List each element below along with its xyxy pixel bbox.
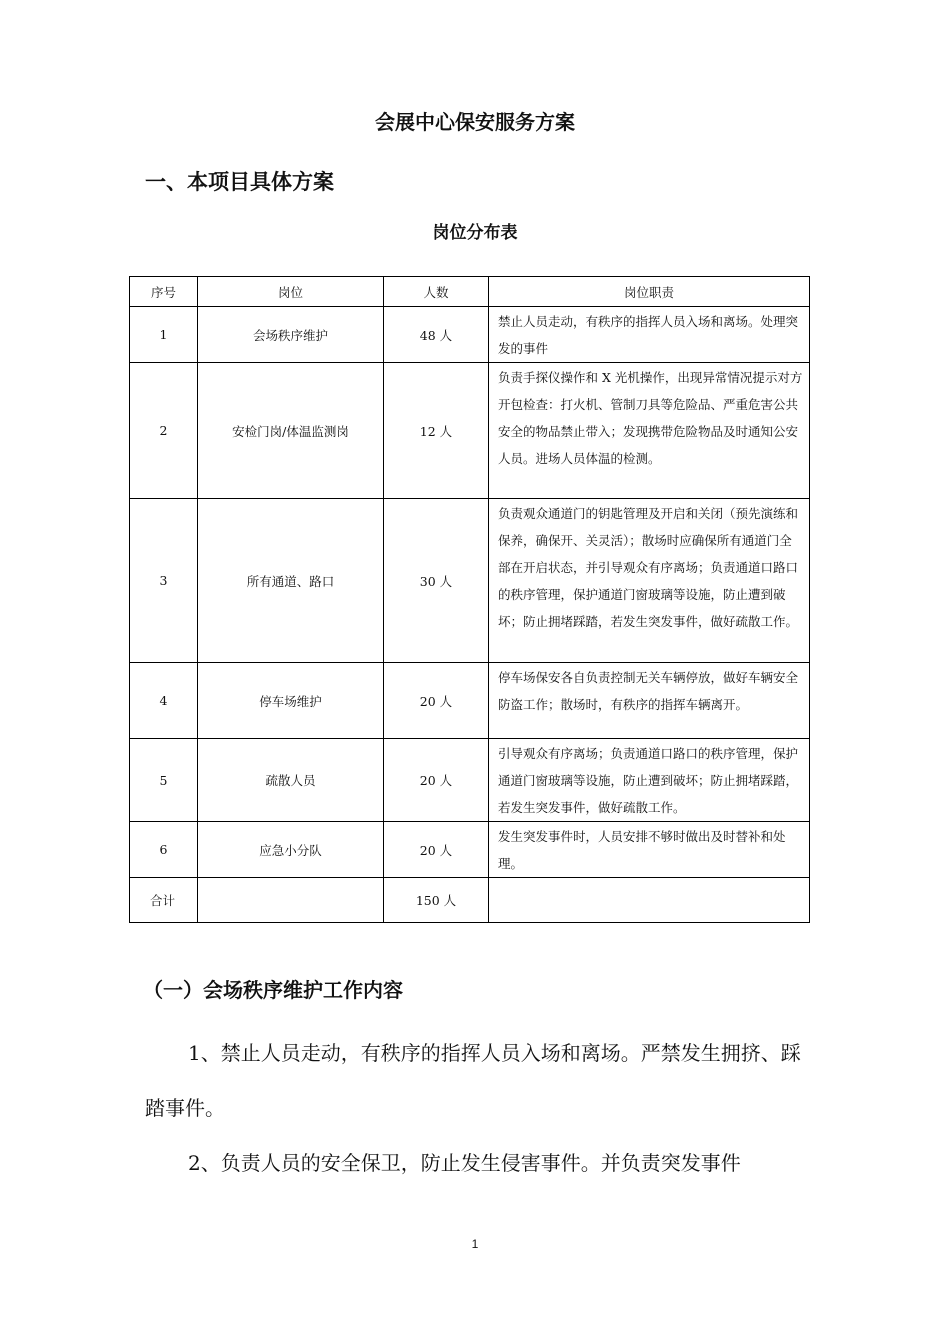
post-distribution-table — [129, 276, 810, 923]
section-heading: 一、本项目具体方案 — [145, 170, 334, 194]
row-post: 疏散人员 — [198, 739, 384, 822]
header-count: 人数 — [384, 277, 489, 307]
body-paragraph: 1、禁止人员走动，有秩序的指挥人员入场和离场。严禁发生拥挤、踩踏事件。 — [145, 1041, 801, 1120]
row-duty: 禁止人员走动，有秩序的指挥人员入场和离场。处理突发的事件 — [489, 307, 810, 363]
row-index: 1 — [130, 307, 198, 363]
row-duty: 发生突发事件时，人员安排不够时做出及时替补和处理。 — [489, 822, 810, 878]
row-duty: 负责观众通道门的钥匙管理及开启和关闭（预先演练和保养，确保开、关灵活）；散场时应确保所有通道门全部在开启状态，并引导观众有序离场；负责通道口路口的秩序管理，保护通道门窗玻璃等设施，防止遭到破坏；防止拥堵踩踏，若发生突发事件，做好疏散工作。 — [489, 499, 810, 663]
table-title: 岗位分布表 — [432, 223, 518, 243]
total-duty — [489, 878, 810, 923]
row-index: 5 — [130, 739, 198, 822]
document-title: 会展中心保安服务方案 — [375, 110, 575, 134]
table-row — [130, 363, 810, 499]
subsection-heading: （一）会场秩序维护工作内容 — [143, 978, 403, 1002]
row-index: 4 — [130, 663, 198, 739]
row-count: 20 人 — [384, 663, 489, 739]
row-post: 所有通道、路口 — [198, 499, 384, 663]
body-paragraph: 2、负责人员的安全保卫，防止发生侵害事件。并负责突发事件 — [188, 1151, 741, 1175]
table-total-row — [130, 878, 810, 923]
row-count: 30 人 — [384, 499, 489, 663]
row-index: 2 — [130, 363, 198, 499]
table-row — [130, 307, 810, 363]
row-post: 停车场维护 — [198, 663, 384, 739]
row-duty: 负责手探仪操作和 X 光机操作，出现异常情况提示对方开包检查：打火机、管制刀具等危险品、严重危害公共安全的物品禁止带入；发现携带危险物品及时通知公安人员。进场人员体温的检测。 — [489, 363, 810, 499]
total-post — [198, 878, 384, 923]
row-post: 安检门岗/体温监测岗 — [198, 363, 384, 499]
page-number: 1 — [471, 1237, 479, 1251]
table-row — [130, 663, 810, 739]
row-post: 会场秩序维护 — [198, 307, 384, 363]
row-post: 应急小分队 — [198, 822, 384, 878]
table-row — [130, 822, 810, 878]
row-index: 3 — [130, 499, 198, 663]
row-duty: 引导观众有序离场；负责通道口路口的秩序管理，保护通道门窗玻璃等设施，防止遭到破坏；防止拥堵踩踏，若发生突发事件，做好疏散工作。 — [489, 739, 810, 822]
total-count: 150 人 — [384, 878, 489, 923]
header-post: 岗位 — [198, 277, 384, 307]
row-count: 48 人 — [384, 307, 489, 363]
row-duty: 停车场保安各自负责控制无关车辆停放，做好车辆安全防盗工作；散场时，有秩序的指挥车辆离开。 — [489, 663, 810, 739]
header-index: 序号 — [130, 277, 198, 307]
row-count: 12 人 — [384, 363, 489, 499]
total-label: 合计 — [130, 878, 198, 923]
table-header-row — [130, 277, 810, 307]
header-duty: 岗位职责 — [489, 277, 810, 307]
row-index: 6 — [130, 822, 198, 878]
table-row — [130, 499, 810, 663]
table-row — [130, 739, 810, 822]
row-count: 20 人 — [384, 739, 489, 822]
row-count: 20 人 — [384, 822, 489, 878]
